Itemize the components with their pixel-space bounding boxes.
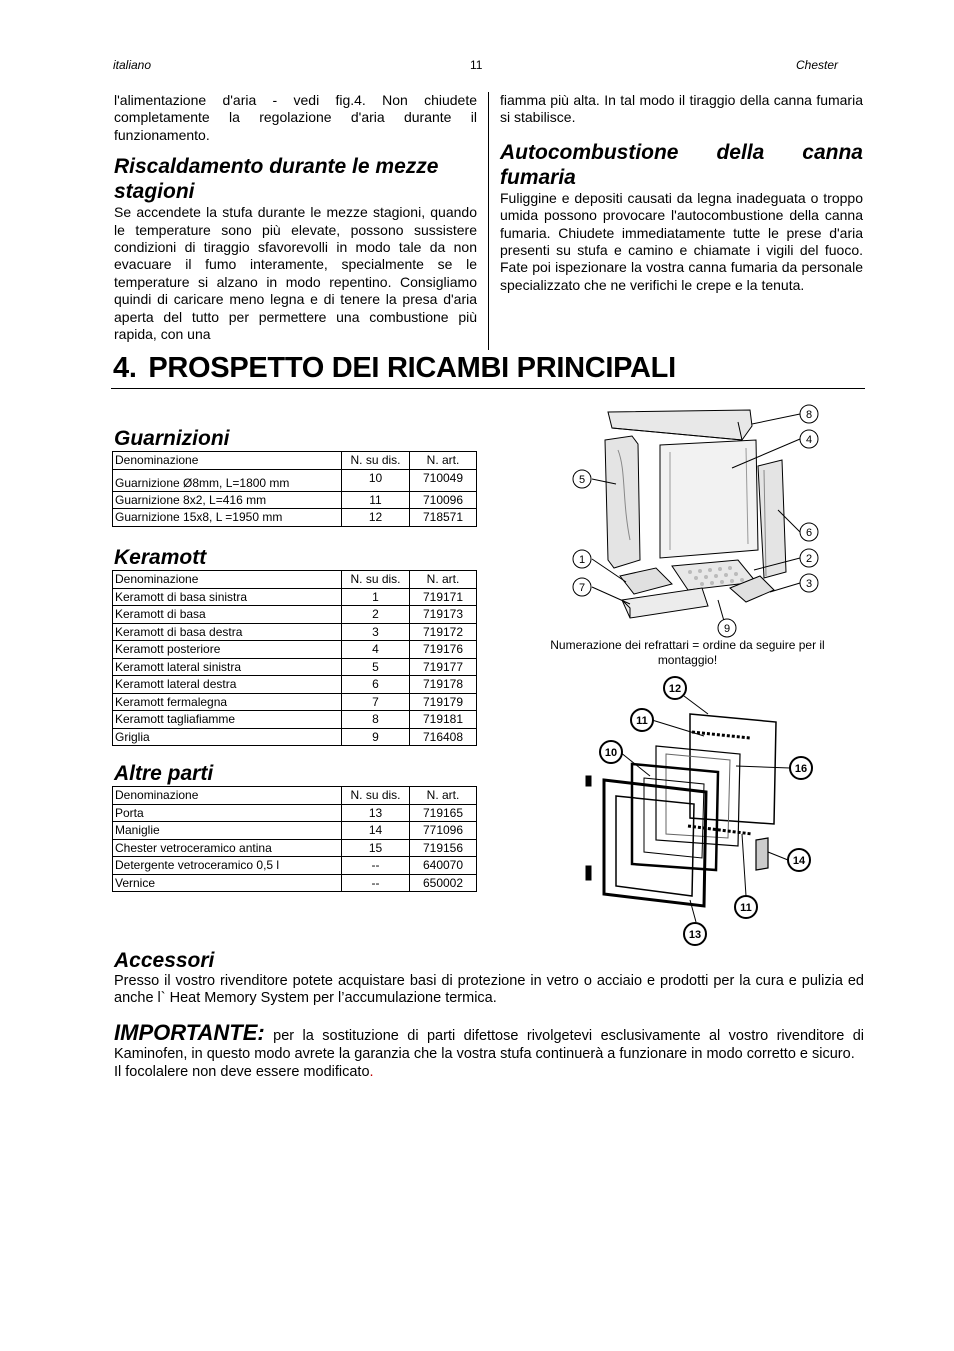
- heading-mezze-stagioni: Riscaldamento durante le mezze stagioni: [114, 155, 439, 204]
- cell-name: Keramott lateral sinistra: [113, 658, 342, 676]
- cell-art: 710049: [410, 469, 477, 491]
- cell-art: 771096: [410, 822, 477, 840]
- keramott-title: Keramott: [114, 546, 207, 569]
- cell-name: Keramott di basa destra: [113, 623, 342, 641]
- left-body: Se accendete la stufa durante le mezze stagioni, quando le temperature sono più elevate, possono sussistere condizioni di tiraggio sfavorevolli in modo tale da non evacuare il fumo interamente, specialmente se le temperature si alzano in modo repentino. Consigliamo quindi di caricare meno legna e di tenere la presa d'aria aperta del tutto per permettere una combustione più rapida, con una: [114, 204, 477, 343]
- cell-art: 719181: [410, 711, 477, 729]
- right-intro: fiamma più alta. In tal modo il tiraggio della canna fumaria si stabilisce.: [500, 92, 863, 126]
- col-header-name: Denominazione: [113, 452, 342, 470]
- col-header-name: Denominazione: [113, 571, 342, 589]
- refractory-parts-figure: [560, 400, 830, 640]
- fig2-label-10: 10: [604, 747, 618, 759]
- cell-art: 719156: [410, 839, 477, 857]
- page-number: 11: [470, 58, 483, 72]
- cell-num: 13: [342, 804, 410, 822]
- cell-num: 4: [342, 641, 410, 659]
- cell-num: --: [342, 857, 410, 875]
- right-column: [500, 92, 863, 294]
- cell-art: 718571: [410, 509, 477, 527]
- table-row: [113, 693, 477, 711]
- section-heading: [113, 352, 676, 385]
- altre-parti-table: [112, 786, 477, 892]
- table-row: [113, 822, 477, 840]
- cell-art: 719177: [410, 658, 477, 676]
- cell-name: Keramott di basa: [113, 606, 342, 624]
- fig1-label-3: 3: [805, 578, 813, 590]
- table-row: [113, 509, 477, 527]
- fig2-label-14: 14: [792, 855, 806, 867]
- fig1-label-5: 5: [578, 474, 586, 486]
- importante-body: per la sostituzione di parti difettose rivolgetevi esclusivamente al vostro rivenditore di Kaminofen, in questo modo avrete la garanzia che la vostra stufa continuerà a funzionare in modo corretto e sicuro.: [114, 1028, 864, 1062]
- cell-art: 719178: [410, 676, 477, 694]
- cell-art: 719172: [410, 623, 477, 641]
- left-column: [114, 92, 477, 343]
- door-parts-figure: [580, 674, 820, 952]
- table-row: [113, 623, 477, 641]
- cell-num: 7: [342, 693, 410, 711]
- importante-label: IMPORTANTE:: [114, 1020, 265, 1045]
- cell-num: 5: [342, 658, 410, 676]
- keramott-table: [112, 570, 477, 746]
- table-header-row: [113, 787, 477, 805]
- fig2-label-13: 13: [688, 929, 702, 941]
- cell-name: Chester vetroceramico antina: [113, 839, 342, 857]
- table-header-row: [113, 571, 477, 589]
- column-divider: [488, 92, 489, 350]
- cell-art: 719176: [410, 641, 477, 659]
- col-header-num: N. su dis.: [342, 452, 410, 470]
- cell-num: 15: [342, 839, 410, 857]
- cell-name: Guarnizione 8x2, L=416 mm: [113, 491, 342, 509]
- col-header-art: N. art.: [410, 571, 477, 589]
- cell-name: Maniglie: [113, 822, 342, 840]
- col-header-art: N. art.: [410, 452, 477, 470]
- cell-name: Guarnizione 15x8, L =1950 mm: [113, 509, 342, 527]
- cell-name: Keramott fermalegna: [113, 693, 342, 711]
- cell-art: 710096: [410, 491, 477, 509]
- figure1-caption: Numerazione dei refrattari = ordine da seguire per il montaggio!: [550, 638, 825, 667]
- table-row: [113, 588, 477, 606]
- cell-name: Keramott lateral destra: [113, 676, 342, 694]
- cell-name: Keramott di basa sinistra: [113, 588, 342, 606]
- left-intro: l'alimentazione d'aria - vedi fig.4. Non chiudete completamente la regolazione d'aria durante il funzionamento.: [114, 92, 477, 143]
- cell-name: Keramott tagliafiamme: [113, 711, 342, 729]
- cell-name: Guarnizione Ø8mm, L=1800 mm: [113, 469, 342, 491]
- heading-autocombustione: Autocombustione della canna fumaria: [500, 140, 863, 189]
- table-row: [113, 839, 477, 857]
- fig1-label-4: 4: [805, 434, 813, 446]
- cell-name: Detergente vetroceramico 0,5 l: [113, 857, 342, 875]
- col-header-name: Denominazione: [113, 787, 342, 805]
- cell-num: 3: [342, 623, 410, 641]
- cell-num: 14: [342, 822, 410, 840]
- table-header-row: [113, 452, 477, 470]
- cell-num: 2: [342, 606, 410, 624]
- fig1-label-9: 9: [723, 623, 731, 635]
- importante-paragraph: [114, 1020, 864, 1063]
- cell-num: 1: [342, 588, 410, 606]
- cell-art: 716408: [410, 728, 477, 746]
- header-model: Chester: [796, 58, 839, 72]
- table-row: [113, 469, 477, 491]
- fig1-label-2: 2: [805, 553, 813, 565]
- section-rule: [111, 388, 865, 389]
- cell-name: Griglia: [113, 728, 342, 746]
- cell-art: 719171: [410, 588, 477, 606]
- guarnizioni-table: [112, 451, 477, 527]
- fig1-label-1: 1: [578, 554, 586, 566]
- cell-num: 9: [342, 728, 410, 746]
- col-header-num: N. su dis.: [342, 571, 410, 589]
- fig1-label-8: 8: [805, 409, 813, 421]
- cell-art: 719173: [410, 606, 477, 624]
- header-language: italiano: [113, 58, 152, 72]
- section-title: PROSPETTO DEI RICAMBI PRINCIPALI: [148, 352, 676, 384]
- section-number: 4.: [113, 352, 137, 384]
- cell-num: --: [342, 874, 410, 892]
- cell-art: 719165: [410, 804, 477, 822]
- cell-art: 650002: [410, 874, 477, 892]
- fig2-label-11-top: 11: [636, 715, 648, 727]
- cell-name: Porta: [113, 804, 342, 822]
- table-row: [113, 658, 477, 676]
- cell-name: Keramott posteriore: [113, 641, 342, 659]
- cell-art: 640070: [410, 857, 477, 875]
- importante-note: [114, 1063, 864, 1081]
- fig1-label-7: 7: [578, 582, 586, 594]
- fig2-label-16: 16: [794, 763, 808, 775]
- table-row: [113, 491, 477, 509]
- table-row: [113, 857, 477, 875]
- cell-num: 12: [342, 509, 410, 527]
- right-body: Fuliggine e depositi causati da legna inadeguata o troppo umida possono provocare l'autocombustione della canna fumaria. Chiudete immediatamente tutte le prese d'aria presenti su stufa e camino e chiamate i vigili del fuoco. Fate poi ispezionare la vostra canna fumaria da personale specializzato che ne verifichi le crepe e la tenuta.: [500, 189, 863, 293]
- cell-art: 719179: [410, 693, 477, 711]
- table-row: [113, 804, 477, 822]
- accessori-title: Accessori: [114, 949, 215, 972]
- cell-name: Vernice: [113, 874, 342, 892]
- fig1-label-6: 6: [805, 527, 813, 539]
- importante-note-end: .: [369, 1064, 374, 1080]
- accessori-section: [114, 948, 864, 1008]
- table-row: [113, 641, 477, 659]
- cell-num: 8: [342, 711, 410, 729]
- table-row: [113, 874, 477, 892]
- fig2-label-12: 12: [668, 683, 682, 695]
- accessori-body: Presso il vostro rivenditore potete acquistare basi di protezione in vetro o acciaio e prodotti per la cura e pulizia ed anche l` Heat Memory System per l’accumulazione termica.: [114, 973, 864, 1007]
- col-header-num: N. su dis.: [342, 787, 410, 805]
- cell-num: 6: [342, 676, 410, 694]
- importante-note-text: Il focolalere non deve essere modificato: [114, 1064, 370, 1080]
- table-row: [113, 606, 477, 624]
- guarnizioni-title: Guarnizioni: [114, 427, 230, 450]
- cell-num: 10: [342, 469, 410, 491]
- table-row: [113, 711, 477, 729]
- table-row: [113, 728, 477, 746]
- cell-num: 11: [342, 491, 410, 509]
- fig2-label-11-bottom: 11: [740, 902, 752, 914]
- col-header-art: N. art.: [410, 787, 477, 805]
- importante-section: [114, 1020, 864, 1081]
- altre-parti-title: Altre parti: [114, 762, 214, 785]
- table-row: [113, 676, 477, 694]
